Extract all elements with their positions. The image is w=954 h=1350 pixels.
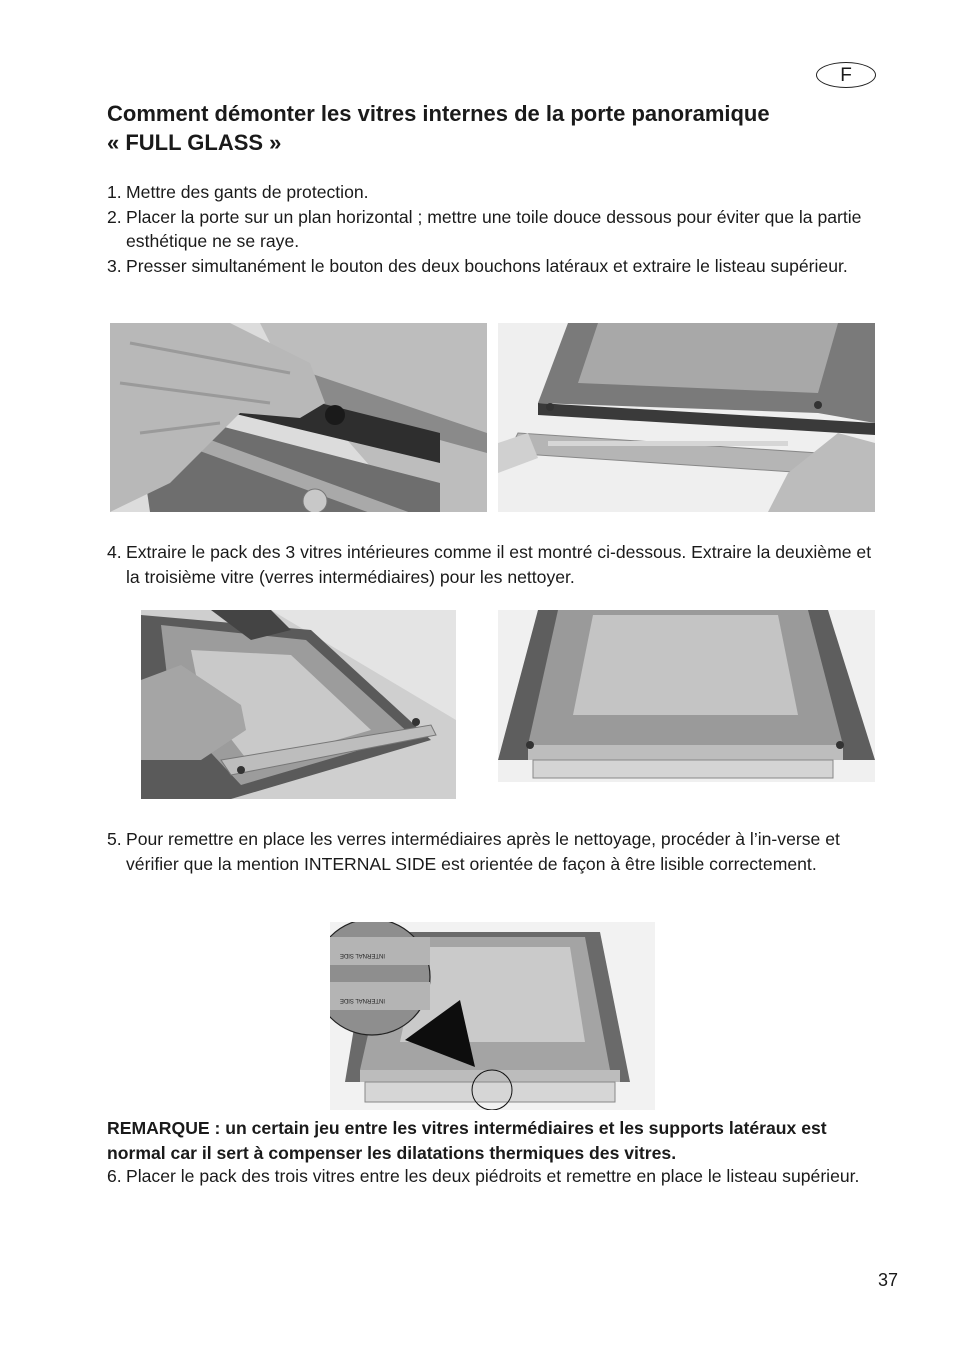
- step-number: 2.: [107, 206, 122, 227]
- step-4: [107, 540, 887, 589]
- internal-side-label: INTERNAL SIDE: [339, 997, 385, 1003]
- step-number: 1.: [107, 182, 122, 202]
- step-text: Mettre des gants de protection.: [126, 182, 369, 202]
- step-text: Presser simultanément le bouton des deux bouchons latéraux et extraire le listeau supérieur.: [126, 255, 848, 276]
- page-title: [107, 99, 887, 157]
- step-number: 6.: [107, 1166, 122, 1186]
- steps-list-3: [107, 827, 887, 876]
- step-text: Extraire le pack des 3 vitres intérieures comme il est montré ci-dessous. Extraire la deuxième et la troisième vitre (verres intermédiaires) pour les nettoyer.: [126, 542, 872, 587]
- step-6: [107, 1164, 887, 1189]
- step-number: 3.: [107, 255, 122, 276]
- steps-list-1: [107, 180, 887, 278]
- photo-internal-side-detail: [330, 922, 655, 1110]
- steps-list-2: [107, 540, 887, 589]
- photo-press-side-caps: [110, 323, 487, 512]
- photo-remove-glass-pack: [141, 610, 456, 799]
- step-text: Pour remettre en place les verres intermédiaires après le nettoyage, procéder à l’in-verse et vérifier que la mention INTERNAL SIDE est orientée de façon à être lisible correctement.: [126, 829, 840, 874]
- photo-extract-top-strip: [498, 323, 875, 512]
- step-3: [107, 254, 887, 279]
- step-text: Placer la porte sur un plan horizontal ; mettre une toile douce dessous pour éviter que la partie esthétique ne se raye.: [126, 206, 862, 251]
- step-2: [107, 205, 887, 254]
- step-number: 5.: [107, 829, 122, 849]
- step-5: [107, 827, 887, 876]
- photo-door-without-glass: [498, 610, 875, 782]
- remark-note: REMARQUE : un certain jeu entre les vitres intermédiaires et les supports latéraux est normal car il sert à compenser les dilatations thermiques des vitres.: [107, 1118, 827, 1163]
- internal-side-label: INTERNAL SIDE: [339, 952, 385, 958]
- title-line-1: Comment démonter les vitres internes de la porte panoramique: [107, 101, 770, 126]
- step-text: Placer le pack des trois vitres entre les deux piédroits et remettre en place le listeau supérieur.: [126, 1166, 860, 1186]
- step-1: [107, 180, 887, 205]
- steps-list-4: [107, 1164, 887, 1189]
- page-number: 37: [878, 1270, 899, 1290]
- title-line-2: « FULL GLASS »: [107, 130, 282, 155]
- step-number: 4.: [107, 542, 122, 562]
- language-badge: F: [816, 62, 876, 88]
